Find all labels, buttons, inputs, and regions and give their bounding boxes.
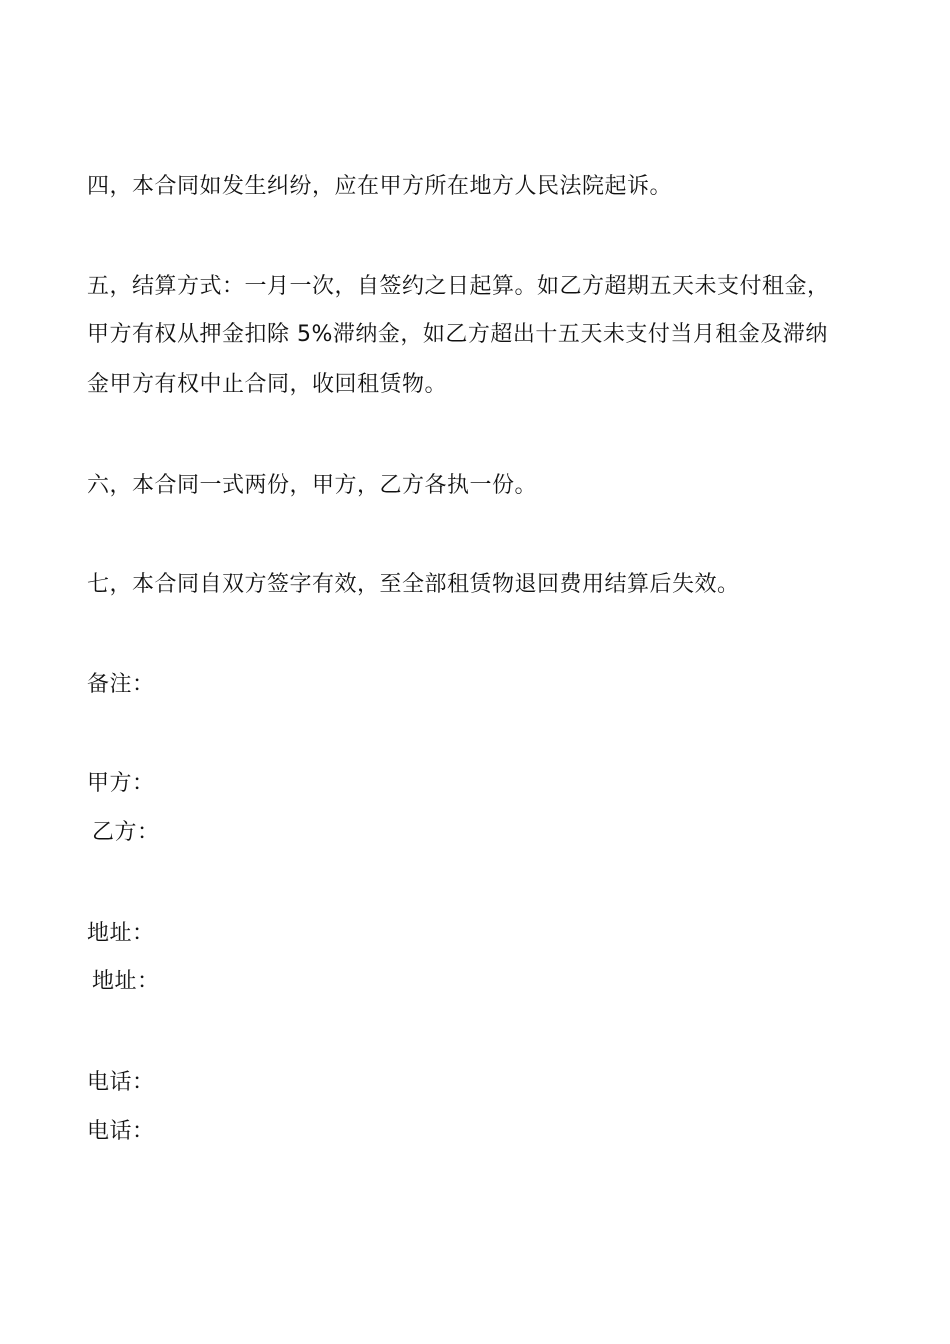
- phone-b-label: 电话：: [87, 1119, 155, 1144]
- clause-5-line-1: 五，结算方式：一月一次，自签约之日起算。如乙方超期五天未支付租金，: [87, 274, 830, 299]
- address-a-label: 地址：: [87, 921, 155, 946]
- address-b-label: 地址：: [92, 969, 160, 994]
- clause-4-line-1: 四，本合同如发生纠纷，应在甲方所在地方人民法院起诉。: [87, 174, 673, 199]
- clause-6-line-1: 六，本合同一式两份，甲方，乙方各执一份。: [87, 473, 538, 498]
- remarks-label: 备注：: [87, 672, 155, 697]
- clause-7-line-1: 七，本合同自双方签字有效，至全部租赁物退回费用结算后失效。: [87, 572, 740, 597]
- clause-5-line-2: 甲方有权从押金扣除 5%滞纳金，如乙方超出十五天未支付当月租金及滞纳: [87, 322, 828, 347]
- clause-5-line-3: 金甲方有权中止合同，收回租赁物。: [87, 372, 448, 397]
- phone-a-label: 电话：: [87, 1070, 155, 1095]
- party-b-label: 乙方：: [92, 820, 160, 845]
- party-a-label: 甲方：: [87, 771, 155, 796]
